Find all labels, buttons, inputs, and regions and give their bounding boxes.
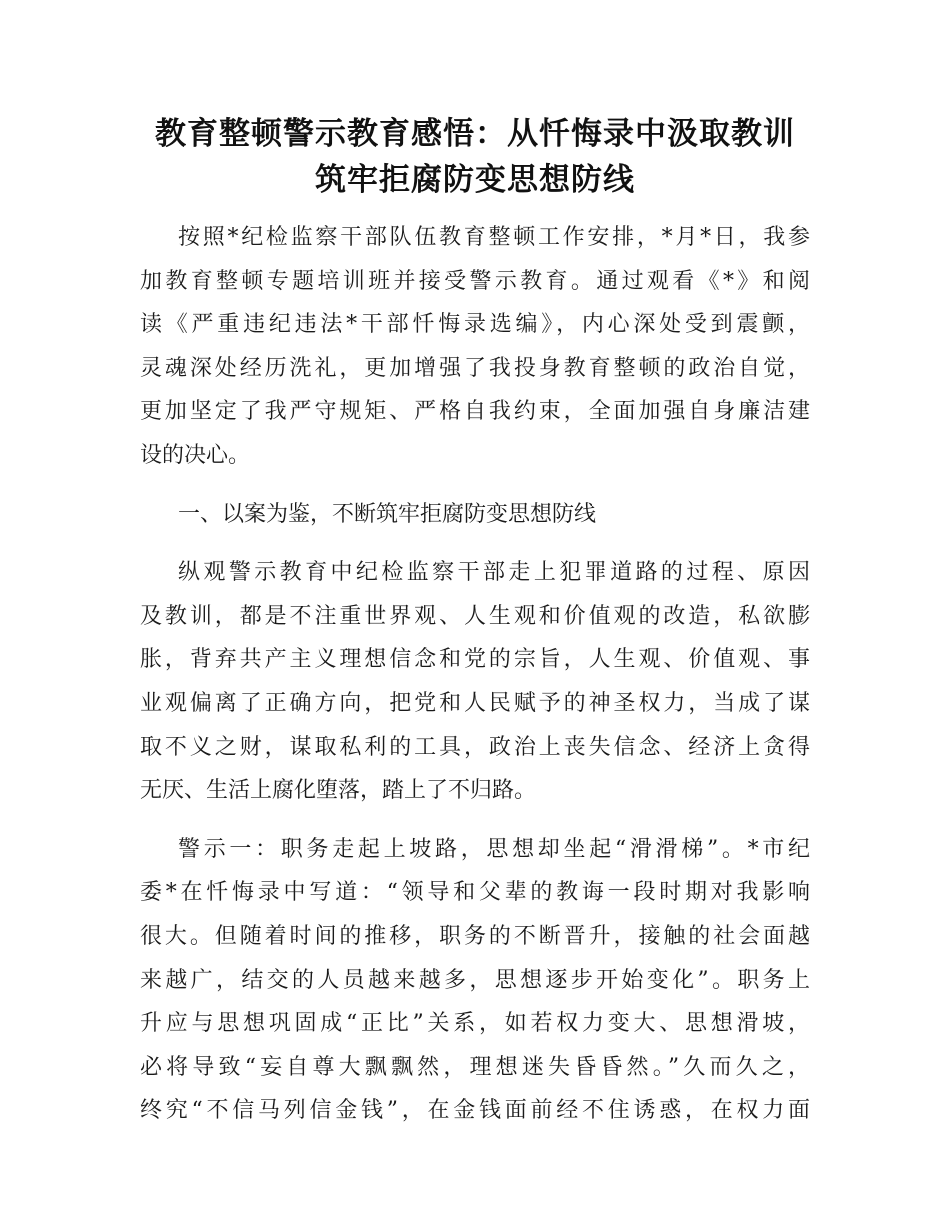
paragraph-line: 无厌、生活上腐化堕落，踏上了不归路。 <box>140 778 537 804</box>
paragraph-line: 业观偏离了正确方向，把党和人民赋予的神圣权力，当成了谋 <box>140 690 810 716</box>
paragraph-line: 委*在忏悔录中写道：“领导和父辈的教诲一段时期对我影响 <box>140 880 810 906</box>
paragraph-line: 更加坚定了我严守规矩、严格自我约束，全面加强自身廉洁建 <box>140 399 810 425</box>
paragraph-line: 纵观警示教育中纪检监察干部走上犯罪道路的过程、原因 <box>178 560 810 586</box>
paragraph-line: 加教育整顿专题培训班并接受警示教育。通过观看《*》和阅 <box>140 268 810 294</box>
section-heading-text: 一、以案为鉴，不断筑牢拒腐防变思想防线 <box>178 501 597 527</box>
section-heading <box>140 493 810 537</box>
document-body <box>140 216 810 1133</box>
paragraph-line: 来越广，结交的人员越来越多，思想逐步开始变化”。职务上 <box>140 967 810 993</box>
paragraph-line: 警示一：职务走起上坡路，思想却坐起“滑滑梯”。*市纪 <box>178 836 810 862</box>
paragraph-line: 终究“不信马列信金钱”，在金钱面前经不住诱惑，在权力面 <box>140 1098 810 1124</box>
paragraph-line: 按照*纪检监察干部队伍教育整顿工作安排，*月*日，我参 <box>178 225 810 250</box>
paragraph-spacer <box>140 536 810 551</box>
paragraph-line: 及教训，都是不注重世界观、人生观和价值观的改造，私欲膨 <box>140 603 810 629</box>
paragraph-line: 必将导致“妄自尊大飘飘然，理想迷失昏昏然。”久而久之， <box>140 1054 810 1080</box>
paragraph-line: 读《严重违纪违法*干部忏悔录选编》，内心深处受到震颤， <box>140 312 810 338</box>
paragraph-line: 很大。但随着时间的推移，职务的不断晋升，接触的社会面越 <box>140 923 810 949</box>
document-title-line-1: 教育整顿警示教育感悟：从忏悔录中汲取教训 <box>155 116 795 152</box>
paragraph-overview <box>140 551 810 813</box>
paragraph-intro <box>140 216 810 478</box>
paragraph-line: 胀，背弃共产主义理想信念和党的宗旨，人生观、价值观、事 <box>140 647 810 673</box>
paragraph-line: 设的决心。 <box>140 442 251 468</box>
document-title-line-2: 筑牢拒腐防变思想防线 <box>315 162 635 198</box>
paragraph-warning-one <box>140 828 810 1133</box>
paragraph-line: 取不义之财，谋取私利的工具，政治上丧失信念、经济上贪得 <box>140 734 810 760</box>
paragraph-line: 灵魂深处经历洗礼，更加增强了我投身教育整顿的政治自觉， <box>140 355 810 381</box>
paragraph-spacer <box>140 813 810 828</box>
paragraph-line: 升应与思想巩固成“正比”关系，如若权力变大、思想滑坡， <box>140 1011 810 1037</box>
paragraph-spacer <box>140 478 810 493</box>
